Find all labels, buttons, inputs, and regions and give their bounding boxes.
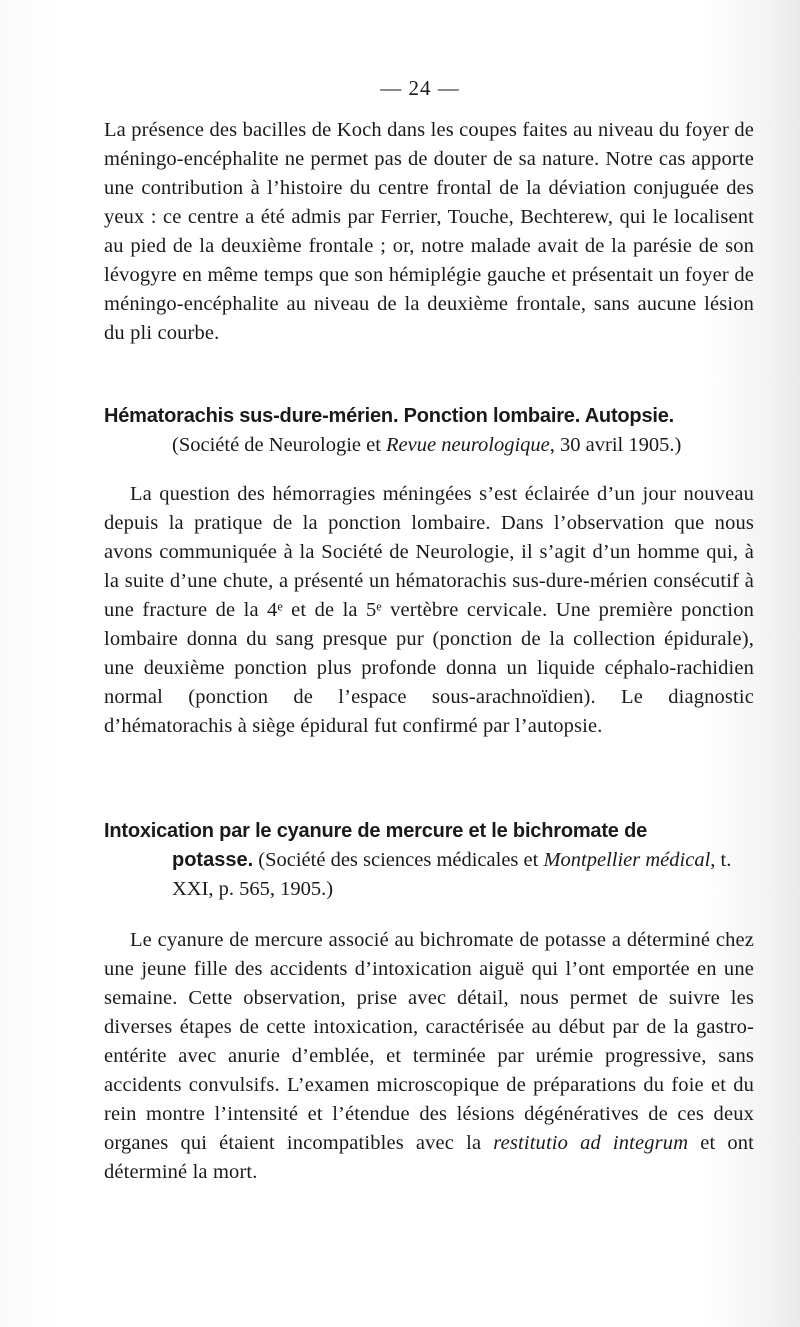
section-body: La question des hémorragies méningées s’est éclairée d’un jour nouveau depuis la pratique de la ponction lombaire. Dans l’observation que nous avons communiquée à la Société de Neurologie, il s’agit d’un homme qui, à la suite d’une chute, a présenté un hématorachis sus-dure-mérien consécutif à une fracture de la 4ᵉ et de la 5ᵉ vertèbre cervicale. Une première ponction lombaire donna du sang presque pur (ponction de la collection épidurale), une deuxième ponction plus profonde donna un liquide céphalo-rachidien normal (ponction de l’espace sous-arachnoïdien). Le diagnostic d’hématorachis à siège épidural fut confirmé par l’autopsie. xyxy=(104,483,754,737)
intro-paragraph: La présence des bacilles de Koch dans les coupes faites au niveau du foyer de méningo-encéphalite ne permet pas de douter de sa nature. Notre cas apporte une contribution à l’histoire du centre frontal de la déviation conjuguée des yeux : ce centre a été admis par Ferrier, Touche, Bechterew, qui le localisent au pied de la deuxième frontale ; or, notre malade avait de la parésie de son lévogyre en même temps que son hémiplégie gauche et présentait un foyer de méningo-encéphalite au niveau de la deuxième frontale, sans aucune lésion du pli courbe. xyxy=(104,119,754,344)
citation-text: (Société des sciences médicales et xyxy=(253,849,544,871)
page-number: — 24 — xyxy=(380,76,460,100)
citation-journal-cont: médical xyxy=(645,849,711,871)
section-citation xyxy=(104,431,754,460)
citation-journal: Montpellier xyxy=(543,849,641,871)
section-title: Intoxication par le cyanure de mercure et le bichromate de xyxy=(104,820,648,842)
section-title-continuation xyxy=(104,846,754,904)
citation-text: (Société de Neurologie et xyxy=(172,434,387,456)
section-hematorachis xyxy=(104,402,754,741)
body-text: Le cyanure de mercure associé au bichromate de potasse a déterminé chez une jeune fille des accidents d’intoxication aiguë qui l’ont emportée en une semaine. Cette observation, prise avec détail, nous permet de suivre les diverses étapes de cette intoxication, caractérisée au début par de la gastro-entérite avec anurie d’emblée, et terminée par urémie progressive, sans accidents convulsifs. L’examen microscopique de préparations du foie et du rein montre l’intensité et l’étendue des lésions dégénératives de ces deux organes qui étaient incompatibles avec la xyxy=(104,929,754,1154)
latin-phrase: restitutio ad integrum xyxy=(493,1132,689,1154)
section-intoxication xyxy=(104,817,754,1187)
citation-journal: Revue neurologique xyxy=(386,434,550,456)
section-title: Hématorachis sus-dure-mérien. Ponction lombaire. Autopsie. xyxy=(104,405,675,427)
section-body xyxy=(104,926,754,1187)
citation-reference: , t. XXI, p. 565, 1905.) xyxy=(172,849,732,900)
citation-date: , 30 avril 1905.) xyxy=(549,434,682,456)
body-text-end: et ont déterminé la mort. xyxy=(104,1132,755,1183)
intro-paragraph-block xyxy=(104,116,754,348)
section-title-end: potasse. xyxy=(172,849,254,871)
